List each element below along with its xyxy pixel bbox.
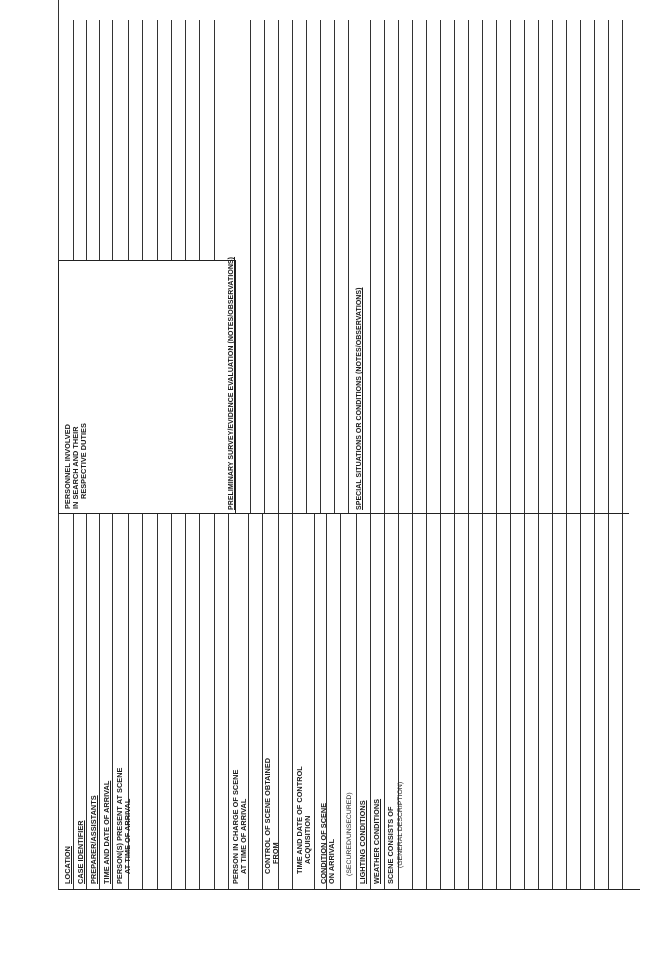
form-rule-right-top [185, 20, 186, 260]
form-rule-left [278, 514, 279, 890]
form-rule-right [594, 20, 595, 514]
form-rule-right [264, 20, 265, 514]
form-rule-right [398, 20, 399, 514]
form-rule-right [278, 20, 279, 514]
form-rule-left [384, 514, 385, 890]
form-rule-right [510, 20, 511, 514]
form-rule-right [250, 20, 251, 514]
form-rule-right [306, 20, 307, 514]
form-rule-right [334, 20, 335, 514]
form-rule-left [370, 514, 371, 890]
personnel-label-1: PERSONNEL INVOLVED [63, 424, 72, 509]
preliminary-survey-heading: PRELIMINARY SURVEY/EVIDENCE EVALUATION (NOTES/OBSERVATIONS) [228, 256, 235, 510]
form-rule-left [566, 514, 567, 890]
form-rule-left [608, 514, 609, 890]
form-rule-left [99, 514, 100, 890]
form-rule-left [426, 514, 427, 890]
location-label: LOCATION [63, 846, 72, 884]
form-rule-left [482, 514, 483, 890]
lighting-conditions-label: LIGHTING CONDITIONS [358, 800, 367, 884]
form-rule-left [524, 514, 525, 890]
control-time-label-1: TIME AND DATE OF CONTROL [295, 766, 304, 874]
form-rule-left [142, 514, 143, 890]
condition-label-2: ON ARRIVAL [327, 838, 336, 884]
form-rule-left [314, 514, 315, 890]
form-rule-right-top [112, 20, 113, 260]
personnel-label-3: RESPECTIVE DUTIES [79, 423, 88, 499]
form-rule-right [348, 20, 349, 514]
scene-consists-label-1: SCENE CONSISTS OF [386, 806, 395, 884]
form-rule-right [496, 20, 497, 514]
weather-conditions-label: WEATHER CONDITIONS [372, 798, 381, 884]
special-situations-heading: SPECIAL SITUATIONS OR CONDITIONS (NOTES/OBSERVATIONS) [356, 287, 363, 510]
form-rule-right-top [142, 20, 143, 260]
form-rule-right [412, 20, 413, 514]
form-rule-right [440, 20, 441, 514]
condition-label-1: CONDITION OF SCENE [319, 802, 328, 884]
form-rule-right [482, 20, 483, 514]
person-in-charge-label-2: AT TIME OF ARRIVAL [239, 798, 248, 874]
form-rule-right [538, 20, 539, 514]
form-rule-right [320, 20, 321, 514]
scene-consists-label-2: (GENERAL DESCRIPTION) [397, 781, 404, 868]
form-rule-right [292, 20, 293, 514]
form-rule-left [454, 514, 455, 890]
form-rule-left [622, 514, 623, 890]
form-rule-right [552, 20, 553, 514]
form-rule-left [171, 514, 172, 890]
persons-present-label-2: AT TIME OF ARRIVAL [123, 798, 132, 874]
form-left-edge [58, 889, 640, 890]
form-rule-right [524, 20, 525, 514]
condition-label-3: (SECURED/UNSECURED) [346, 792, 353, 876]
form-rule-left [510, 514, 511, 890]
control-time-label-2: ACQUISITION [303, 815, 312, 864]
form-rule-left [73, 514, 74, 890]
form-rule-right [384, 20, 385, 514]
form-rule-left [468, 514, 469, 890]
form-rule-right [580, 20, 581, 514]
preparer-assistants-label: PREPARER/ASSISTANTS [89, 795, 98, 884]
time-date-arrival-label: TIME AND DATE OF ARRIVAL [102, 780, 111, 884]
form-rule-right-top [171, 20, 172, 260]
form-rule-right-top [157, 20, 158, 260]
form-rule-left [185, 514, 186, 890]
form-rule-right-top [214, 20, 215, 260]
form-rule-right [370, 20, 371, 514]
form-rule-left [292, 514, 293, 890]
form-rule-left [356, 514, 357, 890]
form-rule-right [608, 20, 609, 514]
form-rule-left [580, 514, 581, 890]
form-rule-left [112, 514, 113, 890]
form-rule-right-top [86, 20, 87, 260]
form-rule-left [340, 514, 341, 890]
person-in-charge-label-1: PERSON IN CHARGE OF SCENE [231, 769, 240, 884]
form-rule-left [538, 514, 539, 890]
personnel-box [58, 260, 236, 514]
case-identifier-label: CASE IDENTIFIER [76, 820, 85, 884]
form-rule-right [566, 20, 567, 514]
form-rule-right [454, 20, 455, 514]
control-obtained-label-1: CONTROL OF SCENE OBTAINED [263, 757, 272, 874]
personnel-label-2: IN SEARCH AND THEIR [71, 426, 80, 509]
form-rule-left [440, 514, 441, 890]
form-rule-left [248, 514, 249, 890]
control-obtained-label-2: FROM [271, 842, 280, 864]
form-rule-right [426, 20, 427, 514]
form-rule-right [468, 20, 469, 514]
form-rule-left [496, 514, 497, 890]
form-rule-right [622, 20, 623, 514]
form-rule-left [157, 514, 158, 890]
persons-present-label-1: PERSON(S) PRESENT AT SCENE [115, 767, 124, 884]
form-rule-right-top [128, 20, 129, 260]
form-rule-right-top [199, 20, 200, 260]
form-rule-left [552, 514, 553, 890]
form-rule-left [199, 514, 200, 890]
form-rule-left [214, 514, 215, 890]
form-rule-left [412, 514, 413, 890]
form-rule-right-top [73, 20, 74, 260]
form-rule-left [228, 514, 229, 890]
form-rule-right-top [99, 20, 100, 260]
form-rule-left [594, 514, 595, 890]
form-rule-left [86, 514, 87, 890]
